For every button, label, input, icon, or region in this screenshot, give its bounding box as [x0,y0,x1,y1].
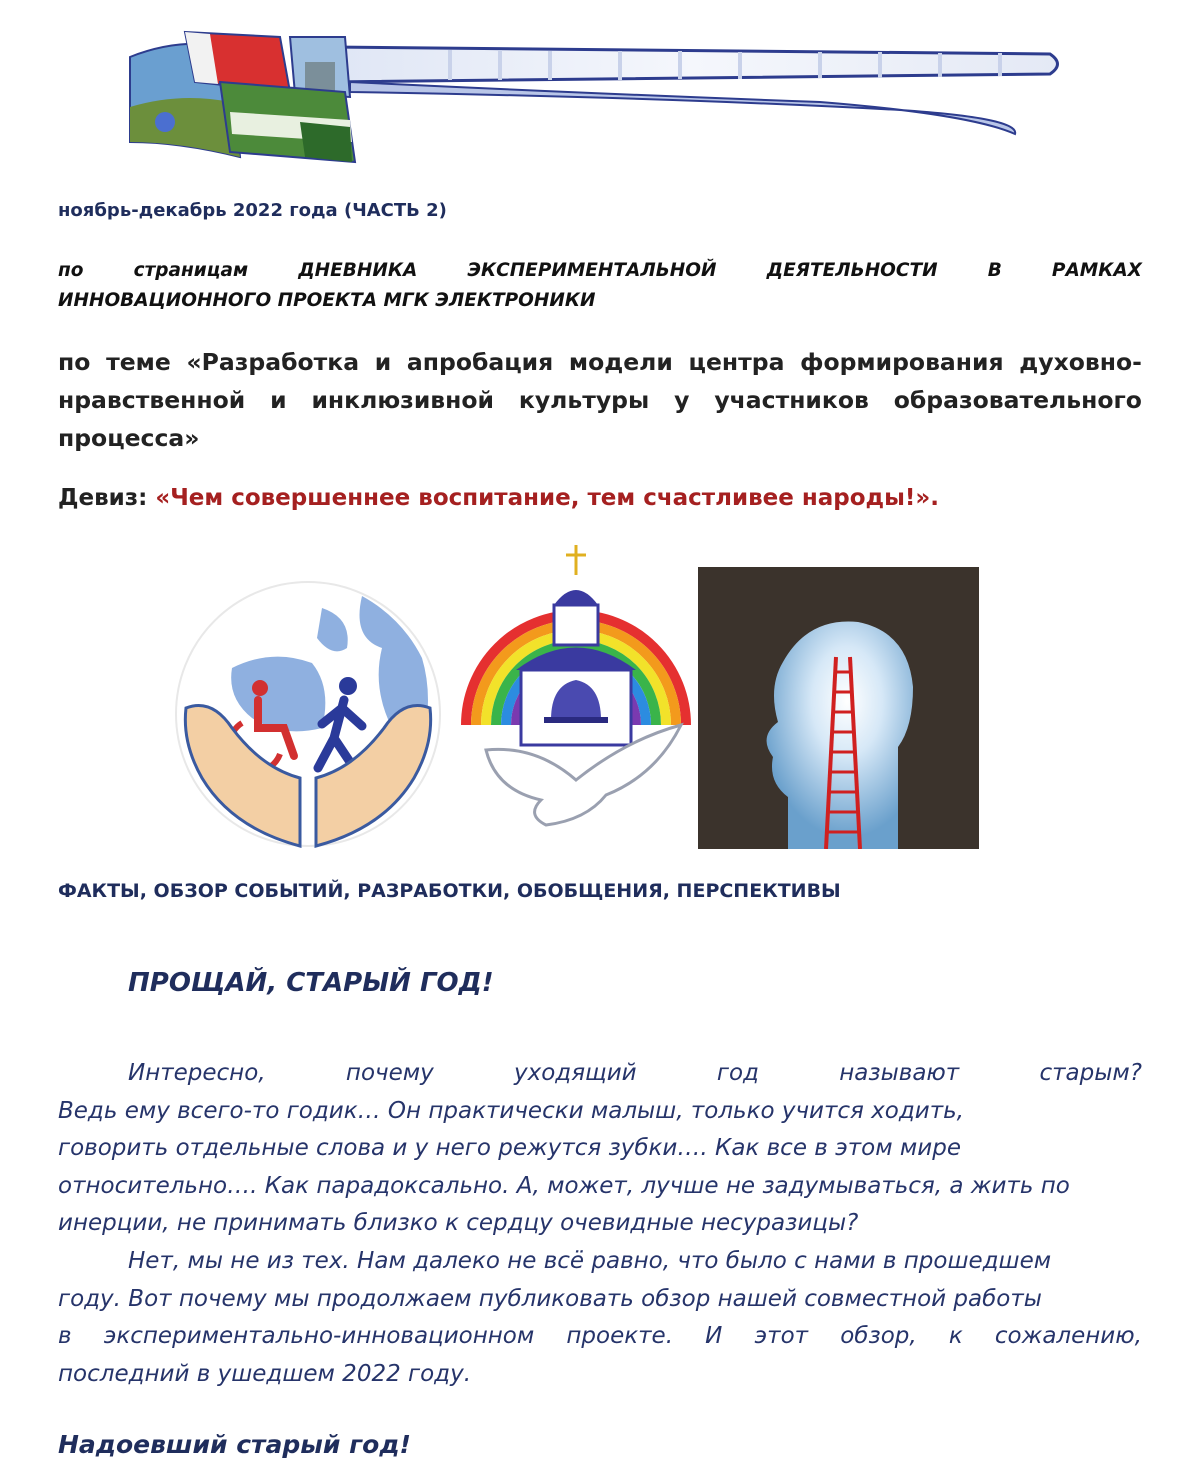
diary-word: ДЕЯТЕЛЬНОСТИ [766,260,938,281]
inclusion-globe-image [172,578,444,850]
topic-word: духовно- [1019,348,1142,376]
motto-quote: «Чем совершеннее воспитание, тем счастливее народы!». [155,485,939,511]
paragraph-line [58,1318,1142,1356]
diary-word: ЭКСПЕРИМЕНТАЛЬНОЙ [467,260,717,281]
paragraph-word: год [716,1060,759,1086]
paragraph-word: называют [839,1060,960,1086]
diary-word: ДНЕВНИКА [298,260,418,281]
header-banner [120,22,1070,172]
paragraph-word: Интересно, [128,1060,266,1086]
paragraph-line [58,1055,1142,1093]
paragraph-word: к [948,1323,963,1349]
topic-word: участников [714,386,869,414]
diary-title [58,256,1142,316]
topic-word: формирования [800,348,1004,376]
paragraph-word: в [58,1323,72,1349]
paragraph-line: инерции, не принимать близко к сердцу очевидные несуразицы? [58,1210,859,1236]
paragraph-2 [58,1243,1142,1393]
topic-word: апробация [406,348,554,376]
paragraph-word: экспериментально-инновационном [103,1323,535,1349]
section-heading: ПРОЩАЙ, СТАРЫЙ ГОД! [128,968,494,998]
diary-word: В [987,260,1002,281]
topic-word: образовательного [893,386,1142,414]
topic-word: нравственной [58,386,246,414]
paragraph-line: говорить отдельные слова и у него режутся зубки…. Как все в этом мире [58,1135,961,1161]
topic-word: и [270,386,287,414]
paragraph-word: уходящий [514,1060,637,1086]
topic-word: культуры [518,386,650,414]
paragraph-word: старым? [1039,1060,1142,1086]
church-rainbow-image [456,545,696,835]
facts-line: ФАКТЫ, ОБЗОР СОБЫТИЙ, РАЗРАБОТКИ, ОБОБЩЕНИЯ, ПЕРСПЕКТИВЫ [58,880,841,902]
topic-word: центра [688,348,785,376]
head-ladder-image [698,567,979,849]
topic-word: инклюзивной [311,386,495,414]
topic-word: по [58,348,91,376]
topic-line2 [58,381,1142,419]
paragraph-line: году. Вот почему мы продолжаем публиковать обзор нашей совместной работы [58,1285,1042,1312]
paragraph-word: обзор, [840,1323,917,1349]
project-topic [58,343,1142,457]
motto [58,485,939,511]
topic-line3: процесса» [58,424,200,452]
diary-title-line2: ИННОВАЦИОННОГО ПРОЕКТА МГК ЭЛЕКТРОНИКИ [58,290,596,311]
topic-word: «Разработка [186,348,360,376]
diary-word: страницам [133,260,249,281]
paragraph-word: проекте. [566,1323,674,1349]
topic-word: теме [106,348,171,376]
paragraph-line: Нет, мы не из тех. Нам далеко не всё равно, что было с нами в прошедшем [128,1248,1052,1274]
topic-word: у [674,386,690,414]
topic-word: модели [568,348,673,376]
topic-line1 [58,343,1142,381]
diary-word: по [58,260,84,281]
paragraph-word: этот [754,1323,809,1349]
paragraph-1 [58,1055,1142,1243]
paragraph-line: Ведь ему всего-то годик… Он практически малыш, только учится ходить, [58,1097,964,1124]
date-line: ноябрь-декабрь 2022 года (ЧАСТЬ 2) [58,200,447,221]
diary-title-line1 [58,256,1142,286]
topic-word: и [374,348,392,376]
paragraph-line: последний в ушедшем 2022 году. [58,1360,472,1387]
paragraph-word: почему [345,1060,434,1086]
motto-label: Девиз: [58,485,148,511]
paragraph-line: относительно…. Как парадоксально. А, может, лучше не задумываться, а жить по [58,1172,1070,1199]
subsection-heading: Надоевший старый год! [58,1430,411,1459]
diary-word: РАМКАХ [1051,260,1142,281]
paragraph-word: сожалению, [994,1323,1142,1349]
paragraph-word: И [705,1323,723,1349]
